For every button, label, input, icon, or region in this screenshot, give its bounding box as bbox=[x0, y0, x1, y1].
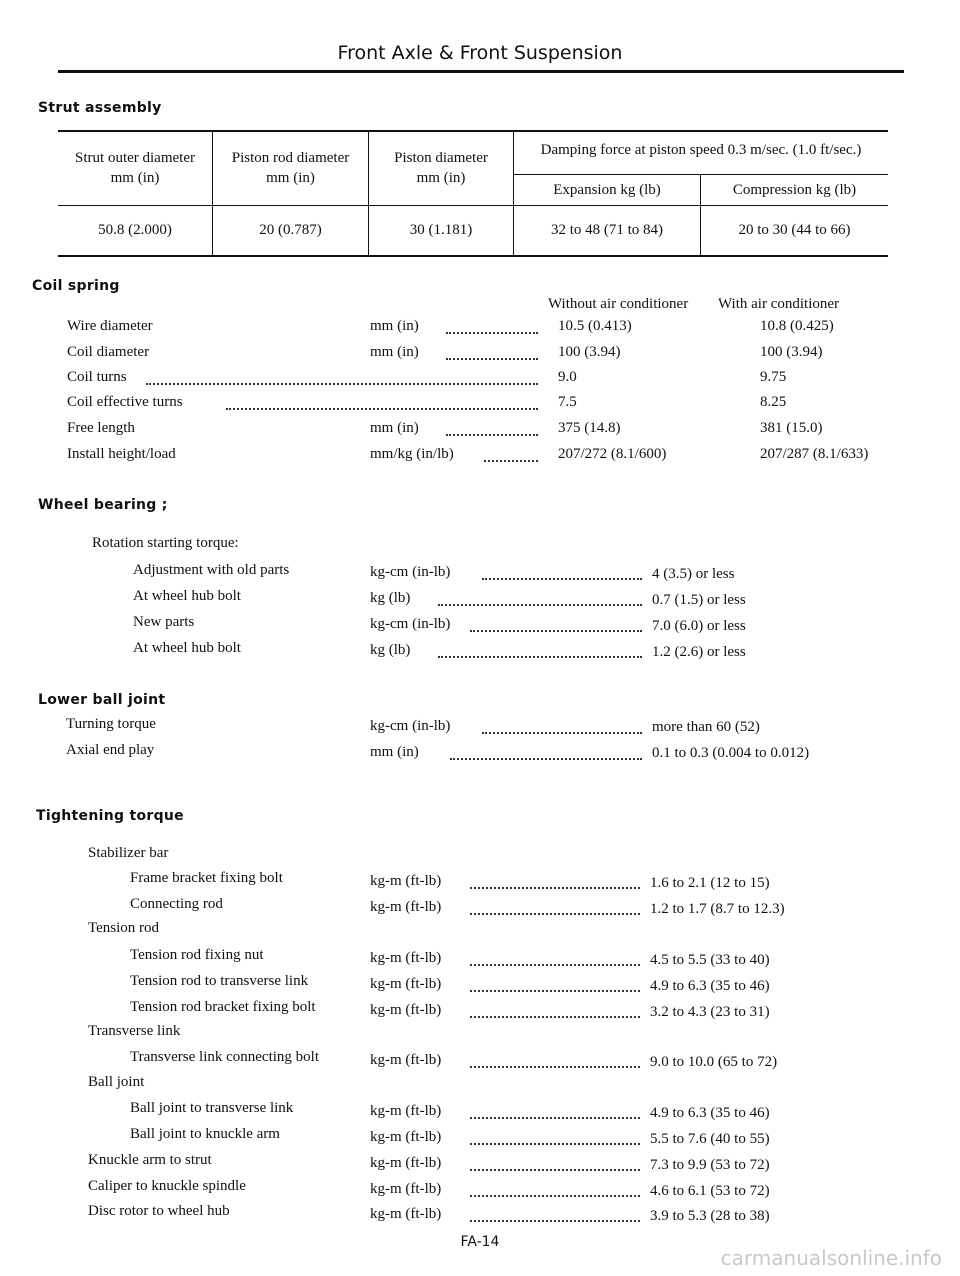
section-title-tightening-torque: Tightening torque bbox=[36, 808, 184, 824]
coil-col-without-ac: Without air conditioner bbox=[548, 296, 689, 312]
wheel-subhead: Rotation starting torque: bbox=[92, 535, 239, 551]
section-title-lower-ball-joint: Lower ball joint bbox=[38, 692, 166, 708]
strut-outer-diameter-unit: mm (in) bbox=[110, 170, 160, 186]
piston-rod-diameter-unit: mm (in) bbox=[266, 170, 315, 186]
compression-value: 20 to 30 (44 to 66) bbox=[738, 222, 851, 238]
page-title: Front Axle & Front Suspension bbox=[337, 42, 623, 64]
strut-outer-diameter-head: Strut outer diameter bbox=[75, 150, 195, 166]
page-number: FA-14 bbox=[460, 1234, 500, 1250]
strut-outer-diameter-value: 50.8 (2.000) bbox=[98, 222, 172, 238]
damping-force-head: Damping force at piston speed 0.3 m/sec. (1.0 ft/sec.) bbox=[540, 142, 862, 158]
coil-col-with-ac: With air conditioner bbox=[718, 296, 840, 312]
expansion-value: 32 to 48 (71 to 84) bbox=[550, 222, 664, 238]
section-title-wheel-bearing: Wheel bearing ; bbox=[38, 497, 168, 513]
header-rule bbox=[58, 70, 904, 73]
compression-head: Compression kg (lb) bbox=[732, 182, 857, 198]
group-tension-rod: Tension rod bbox=[88, 920, 160, 936]
piston-diameter-value: 30 (1.181) bbox=[409, 222, 473, 238]
group-transverse-link: Transverse link bbox=[88, 1023, 181, 1039]
piston-rod-diameter-head: Piston rod diameter bbox=[231, 150, 350, 166]
group-ball-joint: Ball joint bbox=[88, 1074, 145, 1090]
section-title-coil: Coil spring bbox=[32, 278, 120, 294]
section-title-strut: Strut assembly bbox=[38, 100, 162, 116]
piston-diameter-head: Piston diameter bbox=[394, 150, 488, 166]
watermark: carmanualsonline.info bbox=[720, 1246, 942, 1270]
expansion-head: Expansion kg (lb) bbox=[553, 182, 661, 198]
piston-rod-diameter-value: 20 (0.787) bbox=[259, 222, 322, 238]
group-stabilizer-bar: Stabilizer bar bbox=[88, 845, 169, 861]
piston-diameter-unit: mm (in) bbox=[416, 170, 466, 186]
